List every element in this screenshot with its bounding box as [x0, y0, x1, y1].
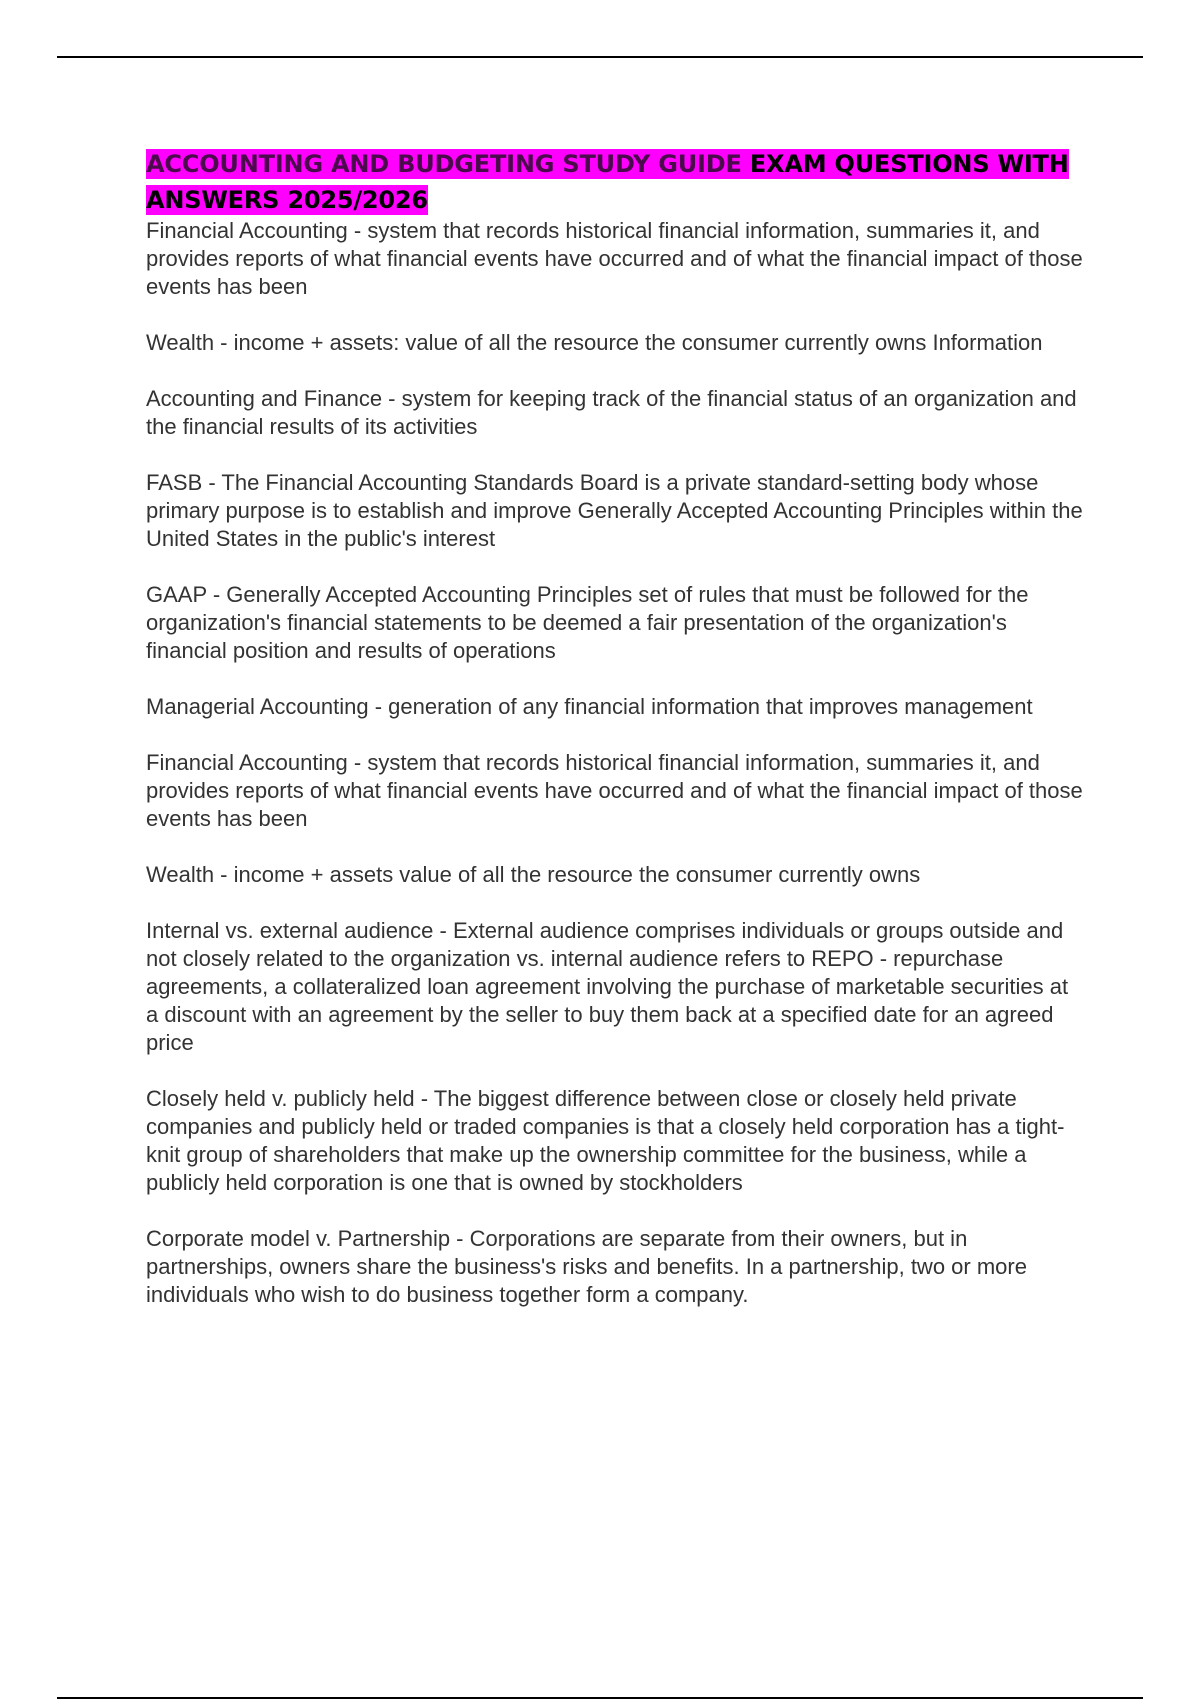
bottom-rule: [57, 1697, 1143, 1699]
title-highlight-part2: EXAM QUESTIONS WITH ANSWERS 2025/2026: [146, 150, 1069, 214]
title-highlight-part1: ACCOUNTING AND BUDGETING STUDY GUIDE: [146, 150, 750, 178]
top-rule: [57, 56, 1143, 58]
entry-financial-accounting-repeat: Financial Accounting - system that records historical financial information, summaries it, and provides reports of what financial events have occurred and of what the financial impact of those events has been: [146, 750, 1083, 831]
entry-corporate-vs-partnership: Corporate model v. Partnership - Corporations are separate from their owners, but in partnerships, owners share the business's risks and benefits. In a partnership, two or more individuals who wish to do business together form a company.: [146, 1226, 1027, 1307]
document-body: [146, 146, 1086, 1337]
entry-accounting-and-finance: Accounting and Finance - system for keeping track of the financial status of an organization and the financial results of its activities: [146, 386, 1077, 439]
entry-wealth: Wealth - income + assets: value of all the resource the consumer currently owns Information: [146, 330, 1043, 355]
entry-list: [146, 217, 1086, 1309]
entry-fasb: FASB - The Financial Accounting Standards Board is a private standard-setting body whose primary purpose is to establish and improve Generally Accepted Accounting Principles within the United States in the public's interest: [146, 470, 1083, 551]
document-title: [146, 146, 1086, 218]
entry-closely-held: Closely held v. publicly held - The biggest difference between close or closely held private companies and publicly held or traded companies is that a closely held corporation has a tight-knit group of shareholders that make up the ownership committee for the business, while a publicly held corporation is one that is owned by stockholders: [146, 1086, 1065, 1195]
entry-financial-accounting: Financial Accounting - system that records historical financial information, summaries it, and provides reports of what financial events have occurred and of what the financial impact of those events has been: [146, 218, 1083, 299]
entry-wealth-repeat: Wealth - income + assets value of all the resource the consumer currently owns: [146, 862, 921, 887]
entry-internal-vs-external: Internal vs. external audience - External audience comprises individuals or groups outside and not closely related to the organization vs. internal audience refers to REPO - repurchase agreements, a collateralized loan agreement involving the purchase of marketable securities at a discount with an agreement by the seller to buy them back at a specified date for an agreed price: [146, 918, 1069, 1055]
entry-managerial-accounting: Managerial Accounting - generation of any financial information that improves management: [146, 694, 1033, 719]
entry-gaap: GAAP - Generally Accepted Accounting Principles set of rules that must be followed for the organization's financial statements to be deemed a fair presentation of the organization's financial position and results of operations: [146, 582, 1029, 663]
